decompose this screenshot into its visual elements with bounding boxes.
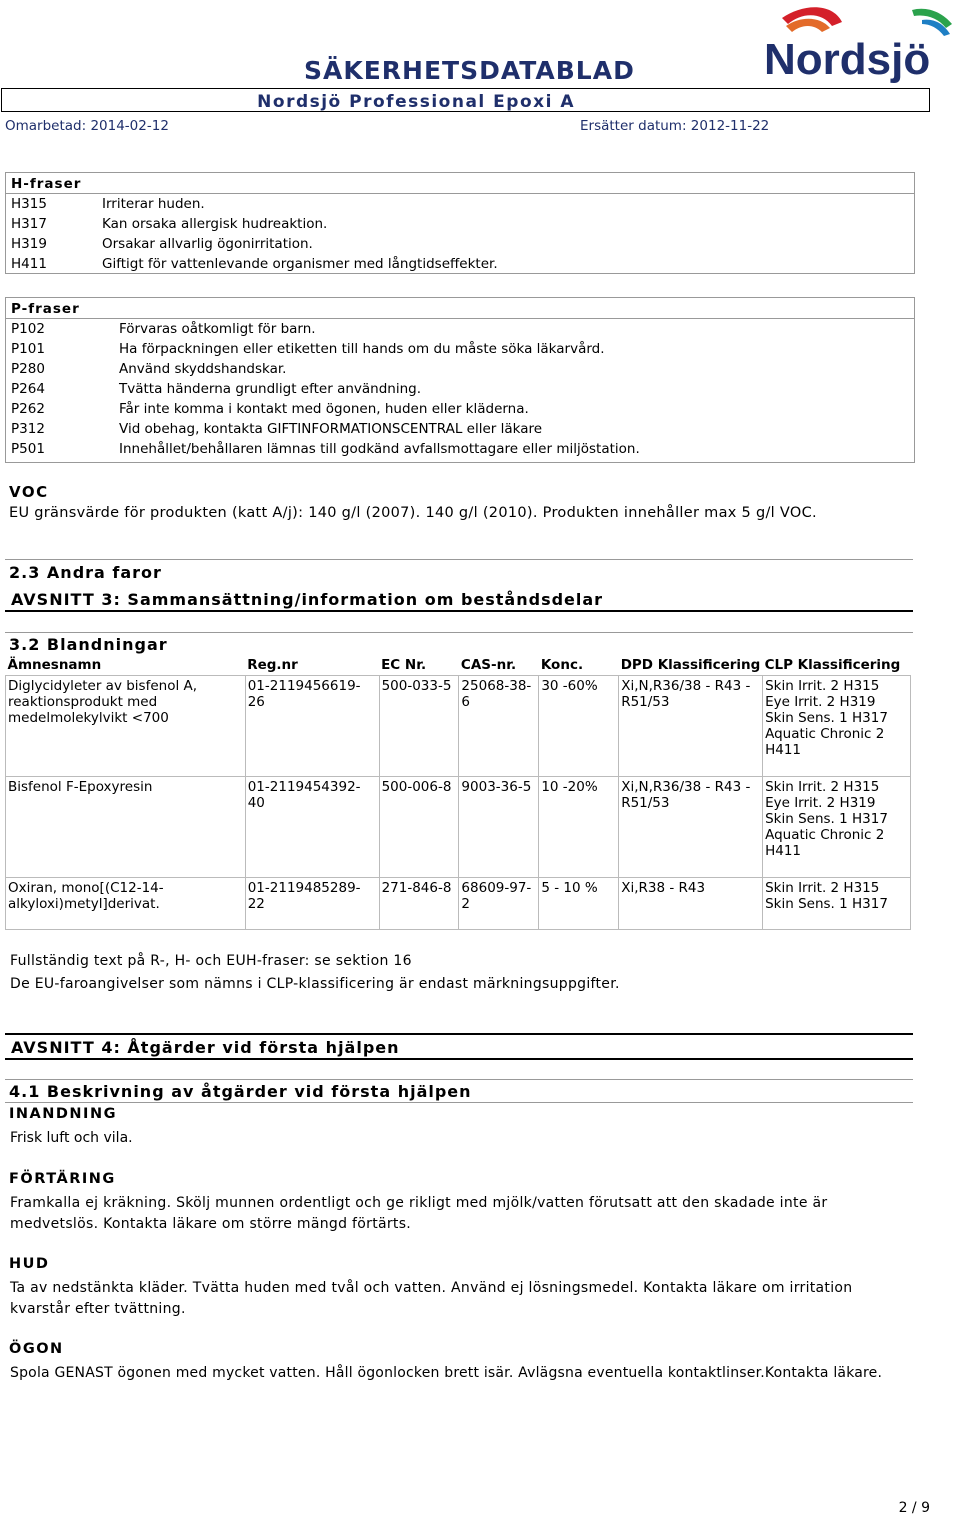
- section-3-heading: AVSNITT 3: Sammansättning/information om beståndsdelar: [11, 590, 604, 609]
- cell-clp: Skin Irrit. 2 H315 Eye Irrit. 2 H319 Skin Sens. 1 H317 Aquatic Chronic 2 H411: [763, 777, 911, 878]
- eyes-text: Spola GENAST ögonen med mycket vatten. Håll ögonlocken brett isär. Avlägsna eventuella kontaktlinser.Kontakta läkare.: [10, 1365, 883, 1381]
- divider: [5, 1079, 913, 1080]
- section-4-1-heading: 4.1 Beskrivning av åtgärder vid första hjälpen: [9, 1082, 472, 1101]
- cell-name: Oxiran, mono[(C12-14-alkyloxi)metyl]derivat.: [6, 878, 246, 930]
- cell-dpd: Xi,N,R36/38 - R43 - R51/53: [619, 676, 763, 777]
- document-title: SÄKERHETSDATABLAD: [304, 56, 635, 85]
- section-3-note-1: Fullständig text på R-, H- och EUH-fraser: se sektion 16: [10, 953, 412, 969]
- cell-name: Bisfenol F-Epoxyresin: [6, 777, 246, 878]
- cell-konc: 10 -20%: [539, 777, 619, 878]
- divider: [5, 1102, 913, 1103]
- table-header-row: [6, 655, 911, 676]
- inhalation-label: INANDNING: [9, 1106, 117, 1122]
- product-name: Nordsjö Professional Epoxi A: [257, 92, 575, 112]
- table-row: [6, 878, 911, 930]
- table-row: [6, 676, 911, 777]
- section-3-note-2: De EU-faroangivelser som nämns i CLP-klassificering är endast märkningsuppgifter.: [10, 976, 620, 992]
- section-4-heading: AVSNITT 4: Åtgärder vid första hjälpen: [11, 1038, 400, 1057]
- ingestion-label: FÖRTÄRING: [9, 1171, 116, 1187]
- logo-text: Nordsjö: [764, 35, 931, 84]
- inhalation-text: Frisk luft och vila.: [10, 1130, 133, 1146]
- section-4-rule: [5, 1058, 913, 1060]
- section-3-2-heading: 3.2 Blandningar: [9, 635, 168, 654]
- cell-cas: 9003-36-5: [459, 777, 539, 878]
- section-3-rule: [5, 610, 913, 612]
- section-4-top-rule: [5, 1033, 913, 1035]
- h-phrases-box: H-fraser H315 Irriterar huden. H317 Kan orsaka allergisk hudreaktion. H319 Orsakar allvarlig ögonirritation. H411 Giftigt för vattenlevande organismer med långtidseffekter.: [5, 172, 915, 274]
- cell-reg: 01-2119456619-26: [245, 676, 379, 777]
- skin-label: HUD: [9, 1256, 50, 1272]
- skin-text: Ta av nedstänkta kläder. Tvätta huden med tvål och vatten. Använd ej lösningsmedel. Kontakta läkare om irritation kvarstår efter tvättning.: [10, 1280, 853, 1317]
- cell-clp: Skin Irrit. 2 H315 Skin Sens. 1 H317: [763, 878, 911, 930]
- column-header: EC Nr.: [381, 657, 427, 673]
- cell-name: Diglycidyleter av bisfenol A, reaktionsprodukt med medelmolekylvikt <700: [6, 676, 246, 777]
- revised-date: Omarbetad: 2014-02-12: [5, 118, 169, 134]
- column-header: DPD Klassificering: [620, 657, 761, 673]
- cell-konc: 5 - 10 %: [539, 878, 619, 930]
- divider: [5, 559, 913, 560]
- column-header: CAS-nr.: [460, 657, 517, 673]
- cell-ec: 500-033-5: [379, 676, 459, 777]
- cell-dpd: Xi,R38 - R43: [619, 878, 763, 930]
- cell-konc: 30 -60%: [539, 676, 619, 777]
- p-phrases-box: P-fraser P102 Förvaras oåtkomligt för barn. P101 Ha förpackningen eller etiketten till hands om du måste söka läkarvård. P280 Använd skyddshandskar. P264 Tvätta händerna grundligt efter användning. P262 Får inte komma i kontakt med ögonen, huden eller kläderna. P312 Vid obehag, kontakta GIFTINFORMATIONSCENTRAL eller läkare P501 Innehållet/behållaren lämnas till godkänd avfallsmottagare eller miljöstation.: [5, 297, 915, 463]
- cell-clp: Skin Irrit. 2 H315 Eye Irrit. 2 H319 Skin Sens. 1 H317 Aquatic Chronic 2 H411: [763, 676, 911, 777]
- cell-cas: 25068-38-6: [459, 676, 539, 777]
- replaces-date: Ersätter datum: 2012-11-22: [580, 118, 770, 134]
- p-phrases-heading: P-fraser: [11, 301, 80, 317]
- voc-heading: VOC: [9, 483, 49, 501]
- column-header: Reg.nr: [247, 657, 298, 673]
- ingestion-text: Framkalla ej kräkning. Skölj munnen ordentligt och ge rikligt med mjölk/vatten förutsatt att den skadade inte är medvetslös. Kontakta läkare om större mängd förtärts.: [10, 1195, 828, 1232]
- eyes-label: ÖGON: [9, 1341, 64, 1357]
- page-number: 2 / 9: [898, 1500, 930, 1516]
- column-header: Ämnesnamn: [7, 657, 102, 673]
- cell-ec: 271-846-8: [379, 878, 459, 930]
- nordsjo-logo: [762, 2, 956, 88]
- cell-reg: 01-2119485289-22: [245, 878, 379, 930]
- cell-cas: 68609-97-2: [459, 878, 539, 930]
- column-header: Konc.: [540, 657, 584, 673]
- composition-table: [5, 655, 911, 930]
- product-name-box: [1, 88, 930, 112]
- cell-ec: 500-006-8: [379, 777, 459, 878]
- voc-text: EU gränsvärde för produkten (katt A/j): 140 g/l (2007). 140 g/l (2010). Produkten innehåller max 5 g/l VOC.: [9, 505, 817, 521]
- table-row: [6, 777, 911, 878]
- divider: [5, 632, 913, 633]
- h-phrases-heading: H-fraser: [11, 176, 82, 192]
- section-2-3-heading: 2.3 Andra faror: [9, 563, 162, 582]
- cell-dpd: Xi,N,R36/38 - R43 - R51/53: [619, 777, 763, 878]
- cell-reg: 01-2119454392-40: [245, 777, 379, 878]
- column-header: CLP Klassificering: [764, 657, 901, 673]
